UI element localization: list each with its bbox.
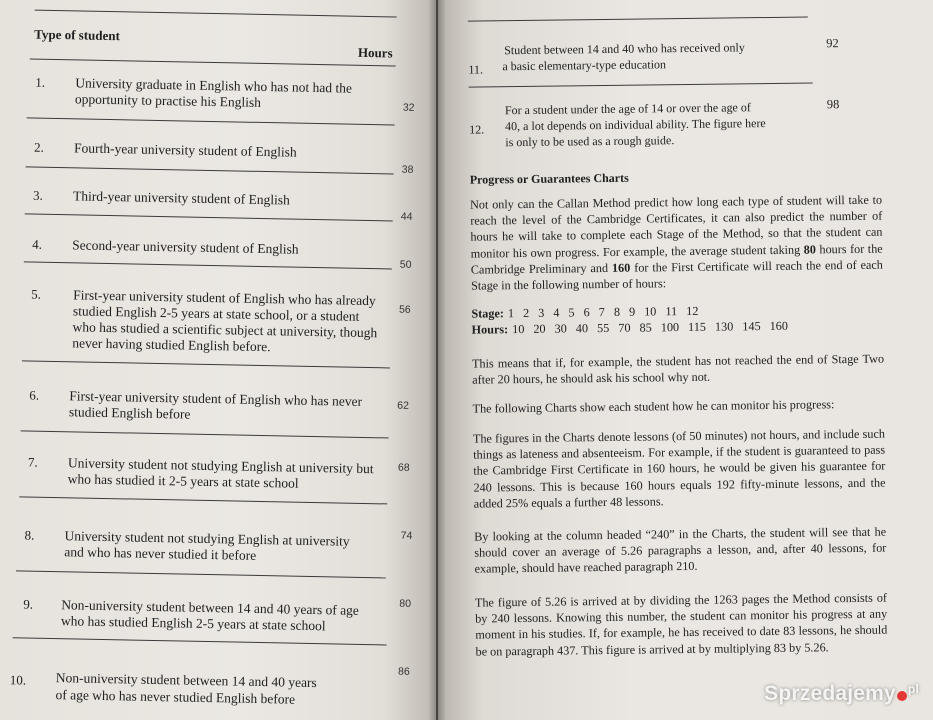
row-number: 1. bbox=[35, 74, 46, 90]
student-hours-table bbox=[0, 0, 436, 720]
row-number: 6. bbox=[29, 387, 40, 403]
table-header-rule bbox=[30, 58, 396, 66]
row-number: 4. bbox=[32, 236, 43, 252]
left-page bbox=[0, 0, 436, 720]
row-description-line: studied English before bbox=[68, 404, 191, 422]
row-number: 9. bbox=[23, 596, 34, 612]
section-title: Progress or Guarantees Charts bbox=[469, 170, 629, 187]
hours-values: 10 20 30 40 55 70 85 100 115 130 145 160 bbox=[512, 318, 789, 337]
hours-label: Hours: bbox=[471, 322, 509, 337]
row-divider bbox=[19, 496, 387, 504]
row-hours: 68 bbox=[397, 461, 410, 474]
hours-heading: Hours bbox=[357, 44, 393, 61]
right-page-content bbox=[438, 0, 933, 720]
row-description-line: of age who has never studied English before bbox=[55, 687, 296, 707]
row-divider bbox=[13, 637, 387, 645]
row-description-line: Second-year university student of English bbox=[72, 237, 299, 257]
row-divider bbox=[24, 261, 392, 269]
row-description-line: University student not studying English at university bbox=[64, 528, 350, 549]
row-number: 12. bbox=[469, 122, 485, 137]
row-description-line: and who has never studied it before bbox=[64, 544, 257, 563]
row-description-line: studied English 2-5 years at state school, or a student bbox=[72, 303, 360, 324]
watermark-suffix: pl bbox=[907, 682, 919, 696]
row-number: 11. bbox=[468, 62, 484, 77]
stage-row bbox=[471, 304, 698, 322]
row-number: 3. bbox=[32, 187, 44, 203]
row-number: 5. bbox=[31, 286, 42, 302]
type-of-student-heading: Type of student bbox=[34, 26, 121, 44]
book-gutter bbox=[428, 0, 446, 720]
row-divider bbox=[21, 430, 389, 438]
table-row bbox=[438, 0, 929, 77]
site-watermark bbox=[764, 682, 919, 706]
right-page bbox=[438, 0, 933, 720]
row-hours: 56 bbox=[398, 303, 411, 316]
row-description-line: who has studied a scientific subject at university, though bbox=[72, 319, 378, 341]
row-description-line: opportunity to practise his English bbox=[74, 91, 262, 110]
row-hours: 44 bbox=[400, 210, 413, 223]
row-divider bbox=[27, 117, 395, 125]
row-description-line: 40, a lot depends on individual ability. The figure here bbox=[505, 116, 766, 134]
table-top-rule bbox=[35, 10, 397, 18]
row-description-line: University student not studying English at university but bbox=[67, 455, 374, 477]
first-certificate-hours: 160 bbox=[611, 260, 631, 275]
row-description-line: First-year university student of English who has already bbox=[73, 287, 376, 309]
row-description-line: Third-year university student of English bbox=[72, 188, 290, 208]
paragraph: The figures in the Charts denote lessons (of 50 minutes) not hours, and include such things as lateness and absenteeism. For example, if the student is guaranteed to pass the Cambridge First Certificate in 160 hours, he would be given his guarantee for 240 lessons. This is because 160 hours equals 192 fifty-minute lessons, and the added 25% equals a further 48 lessons. bbox=[472, 426, 886, 511]
row-hours: 50 bbox=[399, 258, 412, 271]
paragraph-text: hours for the Cambridge Preliminary and bbox=[470, 241, 883, 277]
row-hours: 38 bbox=[401, 163, 414, 176]
row-description-line: Fourth-year university student of English bbox=[73, 140, 297, 160]
row-number: 7. bbox=[27, 454, 38, 470]
row-hours: 86 bbox=[397, 665, 410, 678]
row-description-line: University graduate in English who has not had the bbox=[75, 75, 353, 96]
row-description-line: a basic elementary-type education bbox=[502, 57, 667, 74]
paragraph-text: Not only can the Callan Method predict how long each type of student will take to reach the level of the Cambridge Certificates, it can also predict the number of hours he will take to complete each Stage of the Method, so that the student can monitor his own progress. For example, the average student taking bbox=[470, 192, 883, 261]
row-description-line: First-year university student of English who has never bbox=[69, 388, 363, 409]
row-description-line: For a student under the age of 14 or over the age of bbox=[504, 100, 751, 118]
row-divider bbox=[16, 570, 386, 578]
hours-row bbox=[472, 319, 789, 338]
intro-paragraph bbox=[470, 192, 883, 294]
row-description-line: who has studied it 2-5 years at state school bbox=[67, 471, 299, 491]
row-hours: 32 bbox=[402, 101, 415, 114]
row-description-line: Non-university student between 14 and 40 years bbox=[55, 670, 317, 691]
paragraph: The following Charts show each student how he can monitor his progress: bbox=[472, 397, 835, 416]
row-hours: 62 bbox=[397, 399, 409, 412]
row-divider bbox=[26, 166, 394, 174]
watermark-name: Sprzedajemy bbox=[764, 682, 896, 705]
row-hours: 92 bbox=[826, 36, 839, 51]
stage-label: Stage: bbox=[471, 306, 505, 321]
row-description-line: Non-university student between 14 and 40 years of age bbox=[61, 597, 360, 618]
row-divider bbox=[25, 213, 393, 221]
row-number: 10. bbox=[9, 672, 27, 688]
row-hours: 80 bbox=[399, 597, 412, 610]
table-top-rule bbox=[468, 17, 808, 22]
row-hours: 98 bbox=[826, 97, 840, 112]
row-divider bbox=[469, 82, 813, 87]
row-hours: 74 bbox=[400, 529, 413, 542]
stage-values: 1 2 3 4 5 6 7 8 9 10 11 12 bbox=[507, 303, 699, 321]
row-description-line: Student between 14 and 40 who has received only bbox=[504, 40, 745, 58]
row-description-line: never having studied English before. bbox=[72, 335, 271, 355]
row-divider bbox=[22, 360, 390, 368]
paragraph: The figure of 5.26 is arrived at by dividing the 1263 pages the Method consists of by 240 lessons. Knowing this number, the student can monitor his progress at any moment in his studies. If, for example, he has received to date 83 lessons, he should be on paragraph 437. This figure is arrived at by multiplying 83 by 5.26. bbox=[474, 590, 888, 659]
paragraph: By looking at the column headed “240” in the Charts, the student will see that he should cover an average of 5.26 paragraphs a lesson, and, after 40 lessons, for example, should have reached paragraph 210. bbox=[474, 524, 887, 577]
paragraph: This means that if, for example, the student has not reached the end of Stage Two after 20 hours, he should ask his school why not. bbox=[471, 351, 885, 387]
row-description-line: is only to be used as a rough guide. bbox=[505, 133, 675, 150]
preliminary-hours: 80 bbox=[803, 242, 816, 257]
watermark-dot-icon bbox=[897, 691, 907, 701]
row-description-line: who has studied English 2-5 years at state school bbox=[60, 613, 326, 634]
row-number: 2. bbox=[33, 139, 44, 155]
paragraph-text: for the First Certificate will reach the end of each Stage in the following number of hours: bbox=[470, 257, 883, 293]
row-number: 8. bbox=[24, 527, 35, 543]
